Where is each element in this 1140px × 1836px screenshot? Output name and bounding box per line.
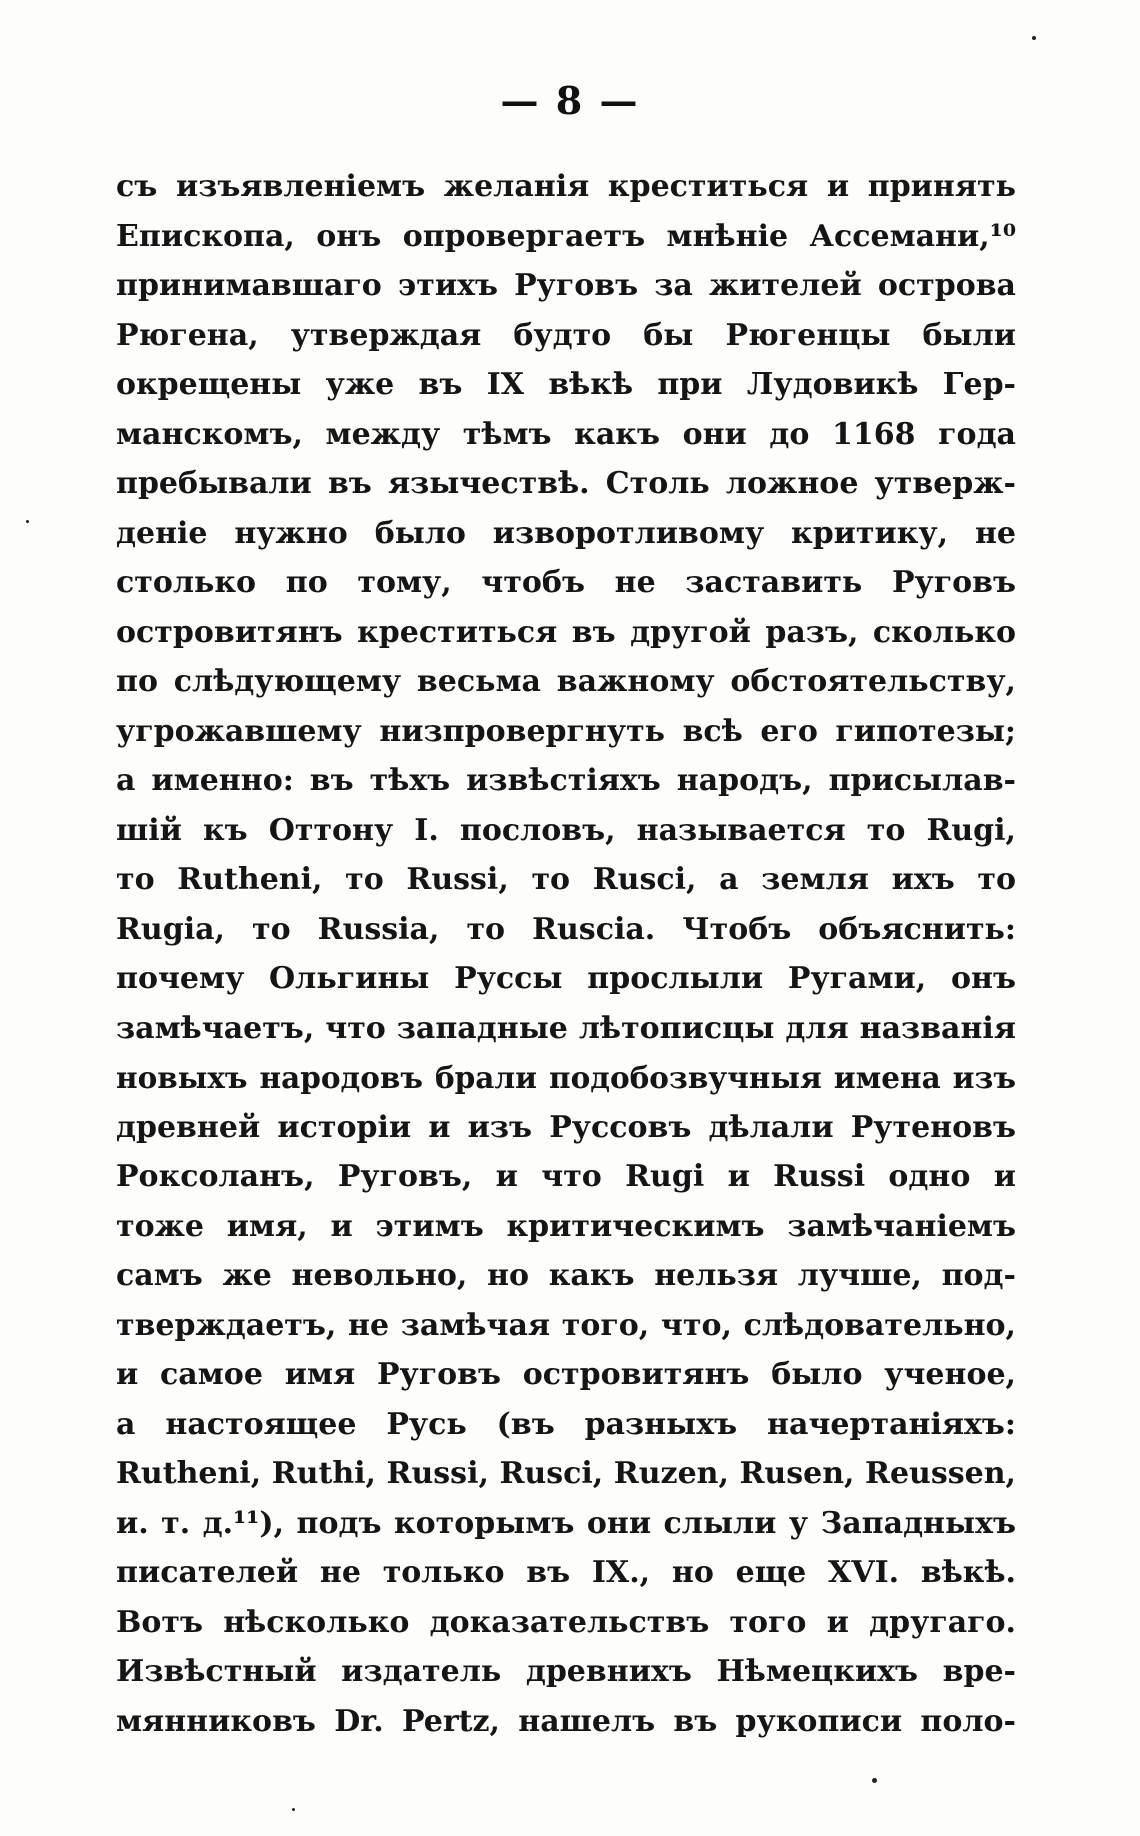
text-line: столько по тому, чтобъ не заставить Руговъ — [116, 565, 1016, 600]
text-line: островитянъ креститься въ другой разъ, сколько — [116, 614, 1016, 650]
text-line: писателей не только въ IX., но еще XVI. вѣкѣ. — [116, 1555, 1016, 1590]
text-line: а именно: въ тѣхъ извѣстіяхъ народъ, присылав- — [116, 763, 1016, 798]
text-line: съ изъявленіемъ желанія креститься и принять — [116, 169, 1016, 204]
text-line: Rutheni, Ruthi, Russi, Rusci, Ruzen, Rusen, Reussen, — [116, 1456, 1016, 1491]
text-line: Рюгена, утверждая будто бы Рюгенцы были — [116, 317, 1016, 353]
text-line: а настоящее Русь (въ разныхъ начертаніяхъ: — [116, 1406, 1016, 1442]
text-line: древней исторіи и изъ Руссовъ дѣлали Рутеновъ — [116, 1109, 1016, 1145]
text-line: Извѣстный издатель древнихъ Нѣмецкихъ вре- — [116, 1654, 1016, 1689]
page-number: — 8 — — [500, 78, 640, 123]
text-line: Rugia, то Russia, то Ruscia. Чтобъ объяснить: — [116, 911, 1016, 947]
text-line: шій къ Оттону I. пословъ, называется то Rugi, — [116, 812, 1016, 848]
text-line: принимавшаго этихъ Руговъ за жителей острова — [116, 268, 1016, 303]
text-line: угрожавшему низпровергнуть всѣ его гипотезы; — [116, 713, 1016, 749]
text-line: Роксоланъ, Руговъ, и что Rugi и Russi одно и — [116, 1159, 1016, 1194]
text-line: окрещены уже въ IX вѣкѣ при Лудовикѣ Гер- — [116, 367, 1016, 402]
text-line: и самое имя Руговъ островитянъ было ученое, — [116, 1357, 1016, 1392]
text-line: Епископа, онъ опровергаетъ мнѣніе Ассемани,¹⁰ — [116, 218, 1016, 254]
text-line: деніе нужно было изворотливому критику, не — [116, 515, 1016, 551]
text-line: почему Ольгины Руссы прослыли Ругами, онъ — [116, 961, 1016, 996]
text-line: замѣчаетъ, что западные лѣтописцы для названія — [116, 1010, 1016, 1046]
print-speck — [1032, 36, 1036, 40]
print-speck — [292, 1808, 295, 1811]
text-line: то Rutheni, то Russi, то Rusci, а земля ихъ то — [116, 862, 1016, 897]
text-line: самъ же невольно, но какъ нельзя лучше, под- — [116, 1258, 1016, 1293]
body-text — [116, 162, 1016, 1746]
print-speck — [26, 520, 29, 523]
text-line: пребывали въ язычествѣ. Столь ложное утверж- — [116, 466, 1016, 501]
text-line: мянниковъ Dr. Pertz, нашелъ въ рукописи поло- — [116, 1703, 1016, 1739]
text-line: тверждаетъ, не замѣчая того, что, слѣдовательно, — [116, 1307, 1016, 1343]
text-line: и. т. д.¹¹), подъ которымъ они слыли у Западныхъ — [116, 1505, 1016, 1541]
text-line: тоже имя, и этимъ критическимъ замѣчаніемъ — [116, 1208, 1016, 1244]
print-speck — [872, 1778, 877, 1783]
text-line: Вотъ нѣсколько доказательствъ того и другаго. — [116, 1604, 1016, 1640]
text-line: по слѣдующему весьма важному обстоятельству, — [116, 664, 1016, 699]
text-line: новыхъ народовъ брали подобозвучныя имена изъ — [116, 1060, 1016, 1095]
text-line: манскомъ, между тѣмъ какъ они до 1168 года — [116, 416, 1016, 452]
